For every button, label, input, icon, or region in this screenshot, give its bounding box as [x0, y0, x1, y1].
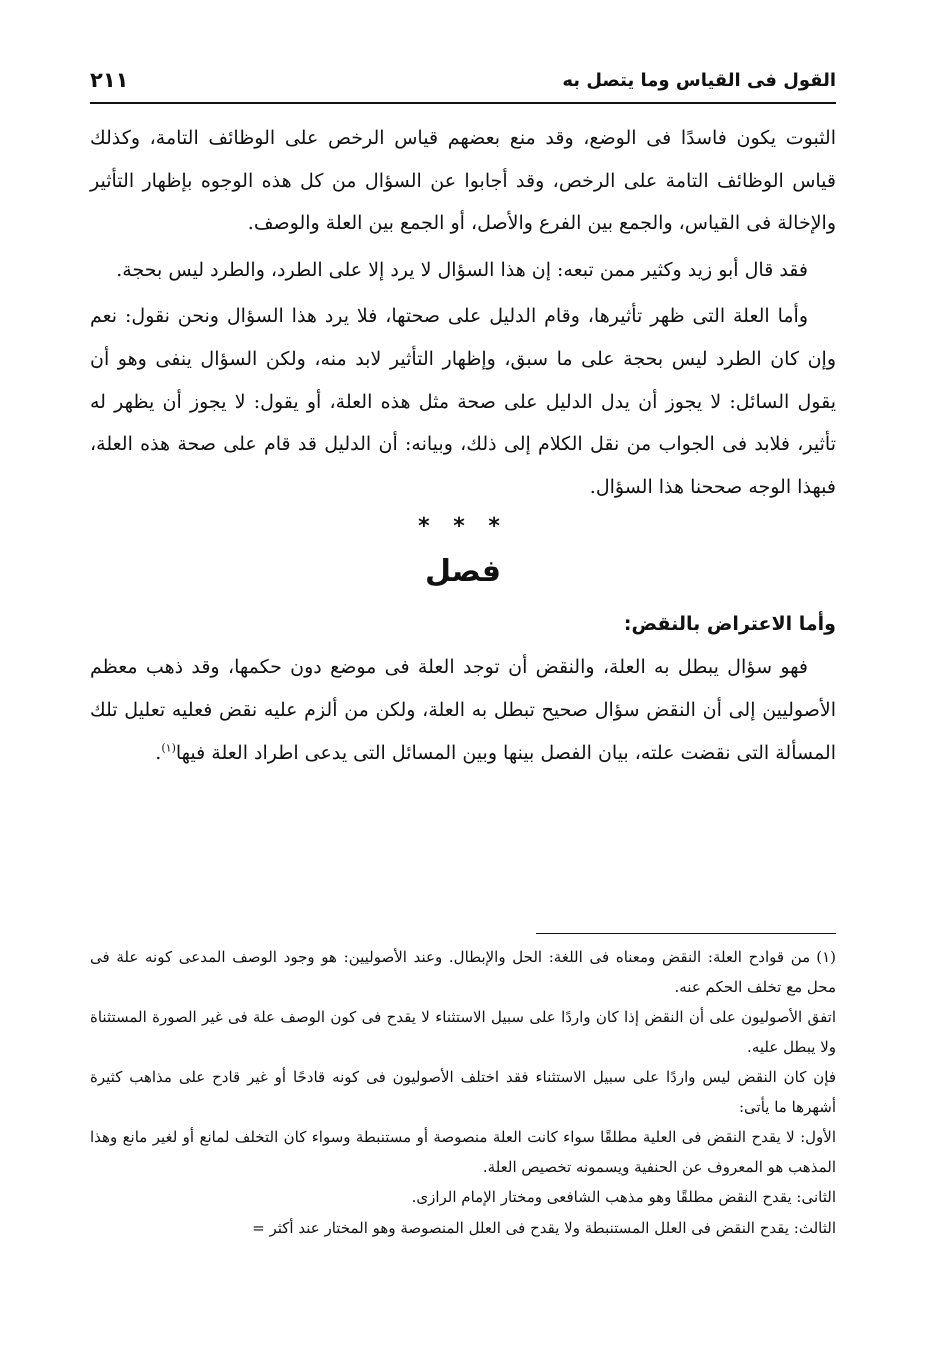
footnote-text: من قوادح العلة: النقض ومعناه فى اللغة: الحل والإبطال. وعند الأصوليين: هو وجود الوصف المدعى كونه علة فى محل مع تخلف الحكم عنه.: [90, 948, 836, 996]
sentence-end: .: [155, 741, 162, 764]
section-separator: * * *: [418, 514, 508, 540]
main-text: [90, 117, 836, 778]
subheading: وأما الاعتراض بالنقض:: [623, 613, 836, 636]
footnote-1: [90, 943, 836, 1002]
running-header: [90, 65, 836, 95]
paragraph-1: الثبوت يكون فاسدًا فى الوضع، وقد منع بعضهم قياس الرخص على الوظائف التامة، وكذلك قياس الوظائف التامة على الرخص، وقد أجابوا عن السؤال من كل هذه الوجوه بإظهار التأثير والإخالة فى القياس، والجمع بين الفرع والأصل، أو الجمع بين العلة والوصف.: [90, 127, 836, 235]
footnote-rule: [536, 933, 836, 934]
footnote-number: (١): [816, 948, 836, 966]
running-title: القول فى القياس وما يتصل به: [562, 69, 836, 91]
section-paragraph-text: فهو سؤال يبطل به العلة، والنقض أن توجد العلة فى موضع دون حكمها، وقد ذهب معظم الأصوليين إلى أن النقض سؤال صحيح تبطل به العلة، ولكن من ألزم عليه نقض فعليه تعليل تلك المسألة التى نقضت علته، بيان الفصل بينها وبين المسائل التى يدعى اطراد العلة فيها: [90, 656, 836, 764]
footnote-line: الثانى: يقدح النقض مطلقًا وهو مذهب الشافعى ومختار الإمام الرازى.: [411, 1188, 836, 1206]
paragraph-2: فقد قال أبو زيد وكثير ممن تبعه: إن هذا السؤال لا يرد إلا على الطرد، والطرد ليس بحجة.: [116, 258, 808, 281]
header-rule: [90, 102, 836, 104]
footnotes: [90, 943, 836, 1244]
footnote-reference: (١): [161, 741, 176, 755]
section-paragraph: [90, 646, 836, 774]
footnote-line: اتفق الأصوليون على أن النقض إذا كان واردًا على سبيل الاستثناء لا يقدح فى كون الوصف علة فى غير الصورة المستثناة ولا يبطل عليه.: [90, 1008, 836, 1056]
footnote-line: فإن كان النقض ليس واردًا على سبيل الاستثناء فقد اختلف الأصوليون فى كونه قادحًا أو غير قادح على مذاهب كثيرة أشهرها ما يأتى:: [90, 1068, 836, 1116]
paragraph-3: وأما العلة التى ظهر تأثيرها، وقام الدليل على صحتها، فلا يرد هذا السؤال ونحن نقول: نعم وإن كان الطرد ليس بحجة على ما سبق، وإظهار التأثير لابد منه، ولكن السؤال ينفى وهو أن يقول السائل: لا يجوز أن يدل الدليل على صحة مثل هذه العلة، أو يقول: لا يجوز أن يظهر له تأثير، فلابد فى الجواب من نقل الكلام إلى ذلك، وبيانه: أن الدليل قد قام على صحة هذه العلة، فبهذا الوجه صححنا هذا السؤال.: [90, 305, 836, 498]
book-page: [90, 55, 836, 1345]
footnote-line: الثالث: يقدح النقض فى العلل المستنبطة ولا يقدح فى العلل المنصوصة وهو المختار عند أكثر =: [252, 1218, 836, 1237]
section-title: فصل: [425, 554, 501, 590]
page-number: ٢١١: [90, 68, 129, 92]
footnote-line: الأول: لا يقدح النقض فى العلية مطلقًا سواء كانت العلة منصوصة أو مستنبطة وسواء كان التخلف لمانع أو لغير مانع وهذا المذهب هو المعروف عن الحنفية ويسمونه تخصيص العلة.: [90, 1128, 836, 1176]
